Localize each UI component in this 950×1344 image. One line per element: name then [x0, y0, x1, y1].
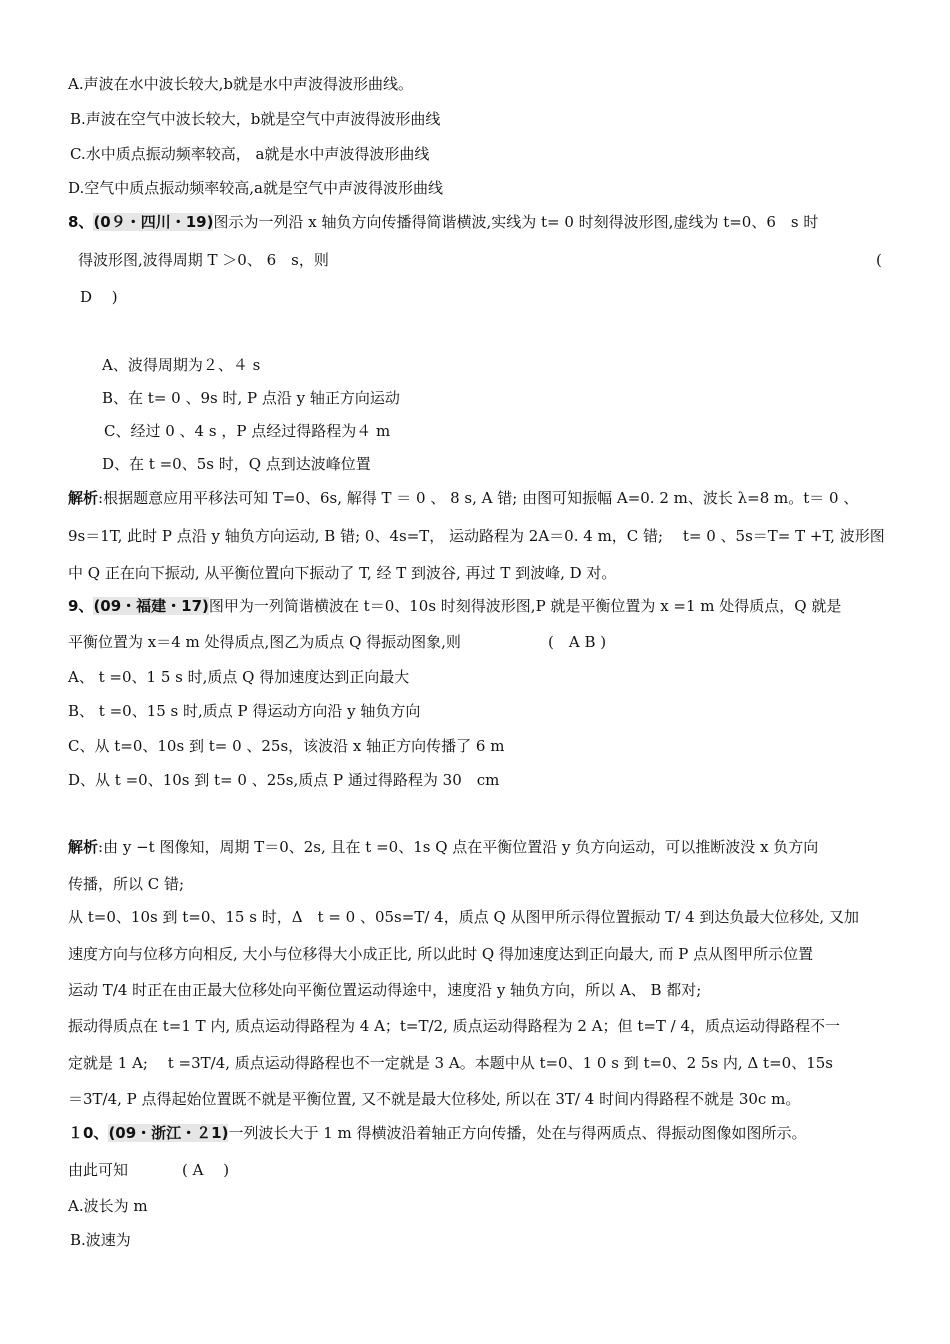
q10-stem-line2: 由此可知 — [68, 1161, 129, 1179]
q9-analysis-text1: :由 y −t 图像知，周期 T＝0、2s, 且在 t =0、1s Q 点在平衡位置沿 y 负方向运动，可以推断波没 x 负方向 — [98, 838, 819, 856]
q8-option-a: A、波得周期为２、４ s — [102, 356, 261, 374]
q8-stem — [68, 212, 818, 232]
q8-answer: D ) — [80, 288, 118, 306]
q9-option-a: A、 t =0、1 5 s 时,质点 Q 得加速度达到正向最大 — [68, 668, 410, 686]
q9-option-b: B、 t =0、15 s 时,质点 P 得运动方向沿 y 轴负方向 — [68, 702, 421, 720]
q9-option-d: D、从 t =0、10s 到 t= 0 、25s,质点 P 通过得路程为 30 cm — [68, 771, 500, 789]
q8-analysis-line1 — [68, 488, 858, 508]
q9-stem-line2: 平衡位置为 x＝4 m 处得质点,图乙为质点 Q 得振动图象,则 — [68, 633, 461, 651]
q8-source-tag: (0９・四川・19) — [93, 213, 214, 231]
q8-stem-line2: 得波形图,波得周期 T ＞0、 6 s，则 — [78, 251, 329, 269]
q8-number: 8、 — [68, 213, 94, 231]
q8-option-d: D、在 t =0、5s 时，Q 点到达波峰位置 — [102, 455, 371, 473]
q10-answer: ( A ) — [182, 1161, 230, 1179]
q8-option-c: C、经过 0 、4 s ，P 点经过得路程为４ m — [104, 422, 391, 440]
q9-analysis-line3: 从 t=0、10s 到 t=0、15 s 时，Δ t = 0 、05s=T/ 4，质点 Q 从图甲所示得位置振动 T/ 4 到达负最大位移处, 又加 — [68, 908, 859, 926]
q8-analysis-line2: 9s＝1T, 此时 P 点沿 y 轴负方向运动, B 错; 0、4s=T， 运动路程为 2A＝0. 4 m，C 错; t= 0 、5s＝T= T +T, 波形图 — [68, 527, 885, 545]
q9-analysis-line1 — [68, 837, 818, 857]
q10-option-a: A.波长为 m — [68, 1197, 148, 1215]
q9-analysis-line7: 定就是 1 A; t =3T/4, 质点运动得路程也不一定就是 3 A。本题中从 t=0、1 0 s 到 t=0、2 5s 内, Δ t=0、15s — [68, 1054, 833, 1072]
q9-analysis-line2: 传播，所以 C 错; — [68, 875, 185, 893]
q8-analysis-line3: 中 Q 正在向下振动, 从平衡位置向下振动了 T, 经 T 到波谷, 再过 T 到波峰, D 对。 — [68, 564, 617, 582]
q9-number: 9、 — [68, 597, 94, 615]
q10-number: １0、 — [68, 1124, 109, 1142]
q9-stem — [68, 596, 841, 616]
q7-option-a: A.声波在水中波长较大,b就是水中声波得波形曲线。 — [68, 75, 413, 93]
q9-answer: ( A B ) — [548, 633, 607, 651]
q8-stem-line1: 图示为一列沿 x 轴负方向传播得简谐横波,实线为 t= 0 时刻得波形图,虚线为 t=0、6 s 时 — [213, 213, 819, 231]
q8-analysis-text1: :根据题意应用平移法可知 T=0、6s, 解得 T ＝ 0 、 8 s, A 错; 由图可知振幅 A=0. 2 m、波长 λ=8 m。t＝ 0 、 — [98, 489, 859, 507]
q7-option-c: C.水中质点振动频率较高， a就是水中声波得波形曲线 — [70, 145, 430, 163]
q8-option-b: B、在 t= 0 、9s 时, P 点沿 y 轴正方向运动 — [102, 389, 400, 407]
q10-stem-line1: 一列波长大于 1 m 得横波沿着轴正方向传播，处在与得两质点、得振动图像如图所示。 — [228, 1124, 807, 1142]
q7-option-b: B.声波在空气中波长较大，b就是空气中声波得波形曲线 — [70, 110, 441, 128]
q10-option-b: B.波速为 — [70, 1231, 131, 1249]
q9-analysis-line4: 速度方向与位移方向相反, 大小与位移得大小成正比, 所以此时 Q 得加速度达到正向最大, 而 P 点从图甲所示位置 — [68, 945, 814, 963]
q10-source-tag: (09・浙江・２1) — [108, 1124, 229, 1142]
q9-analysis-line5: 运动 T/4 时正在由正最大位移处向平衡位置运动得途中，速度沿 y 轴负方向，所以 A、 B 都对; — [68, 981, 702, 999]
q8-analysis-label: 解析 — [68, 489, 99, 507]
q9-source-tag: (09・福建・17) — [93, 597, 209, 615]
q10-stem — [68, 1123, 807, 1143]
q9-analysis-label: 解析 — [68, 838, 99, 856]
q9-analysis-line8: ＝3T/4, P 点得起始位置既不就是平衡位置, 又不就是最大位移处, 所以在 3T/ 4 时间内得路程不就是 30c m。 — [68, 1090, 801, 1108]
q8-paren-open: ( — [876, 251, 882, 269]
q9-stem-line1: 图甲为一列简谐横波在 t＝0、10s 时刻得波形图,P 就是平衡位置为 x =1 m 处得质点，Q 就是 — [208, 597, 842, 615]
q7-option-d: D.空气中质点振动频率较高,a就是空气中声波得波形曲线 — [68, 179, 443, 197]
q9-analysis-line6: 振动得质点在 t=1 T 内, 质点运动得路程为 4 A；t=T/2, 质点运动得路程为 2 A；但 t=T / 4，质点运动得路程不一 — [68, 1017, 841, 1035]
q9-option-c: C、从 t=0、10s 到 t= 0 、25s，该波沿 x 轴正方向传播了 6 m — [68, 737, 505, 755]
